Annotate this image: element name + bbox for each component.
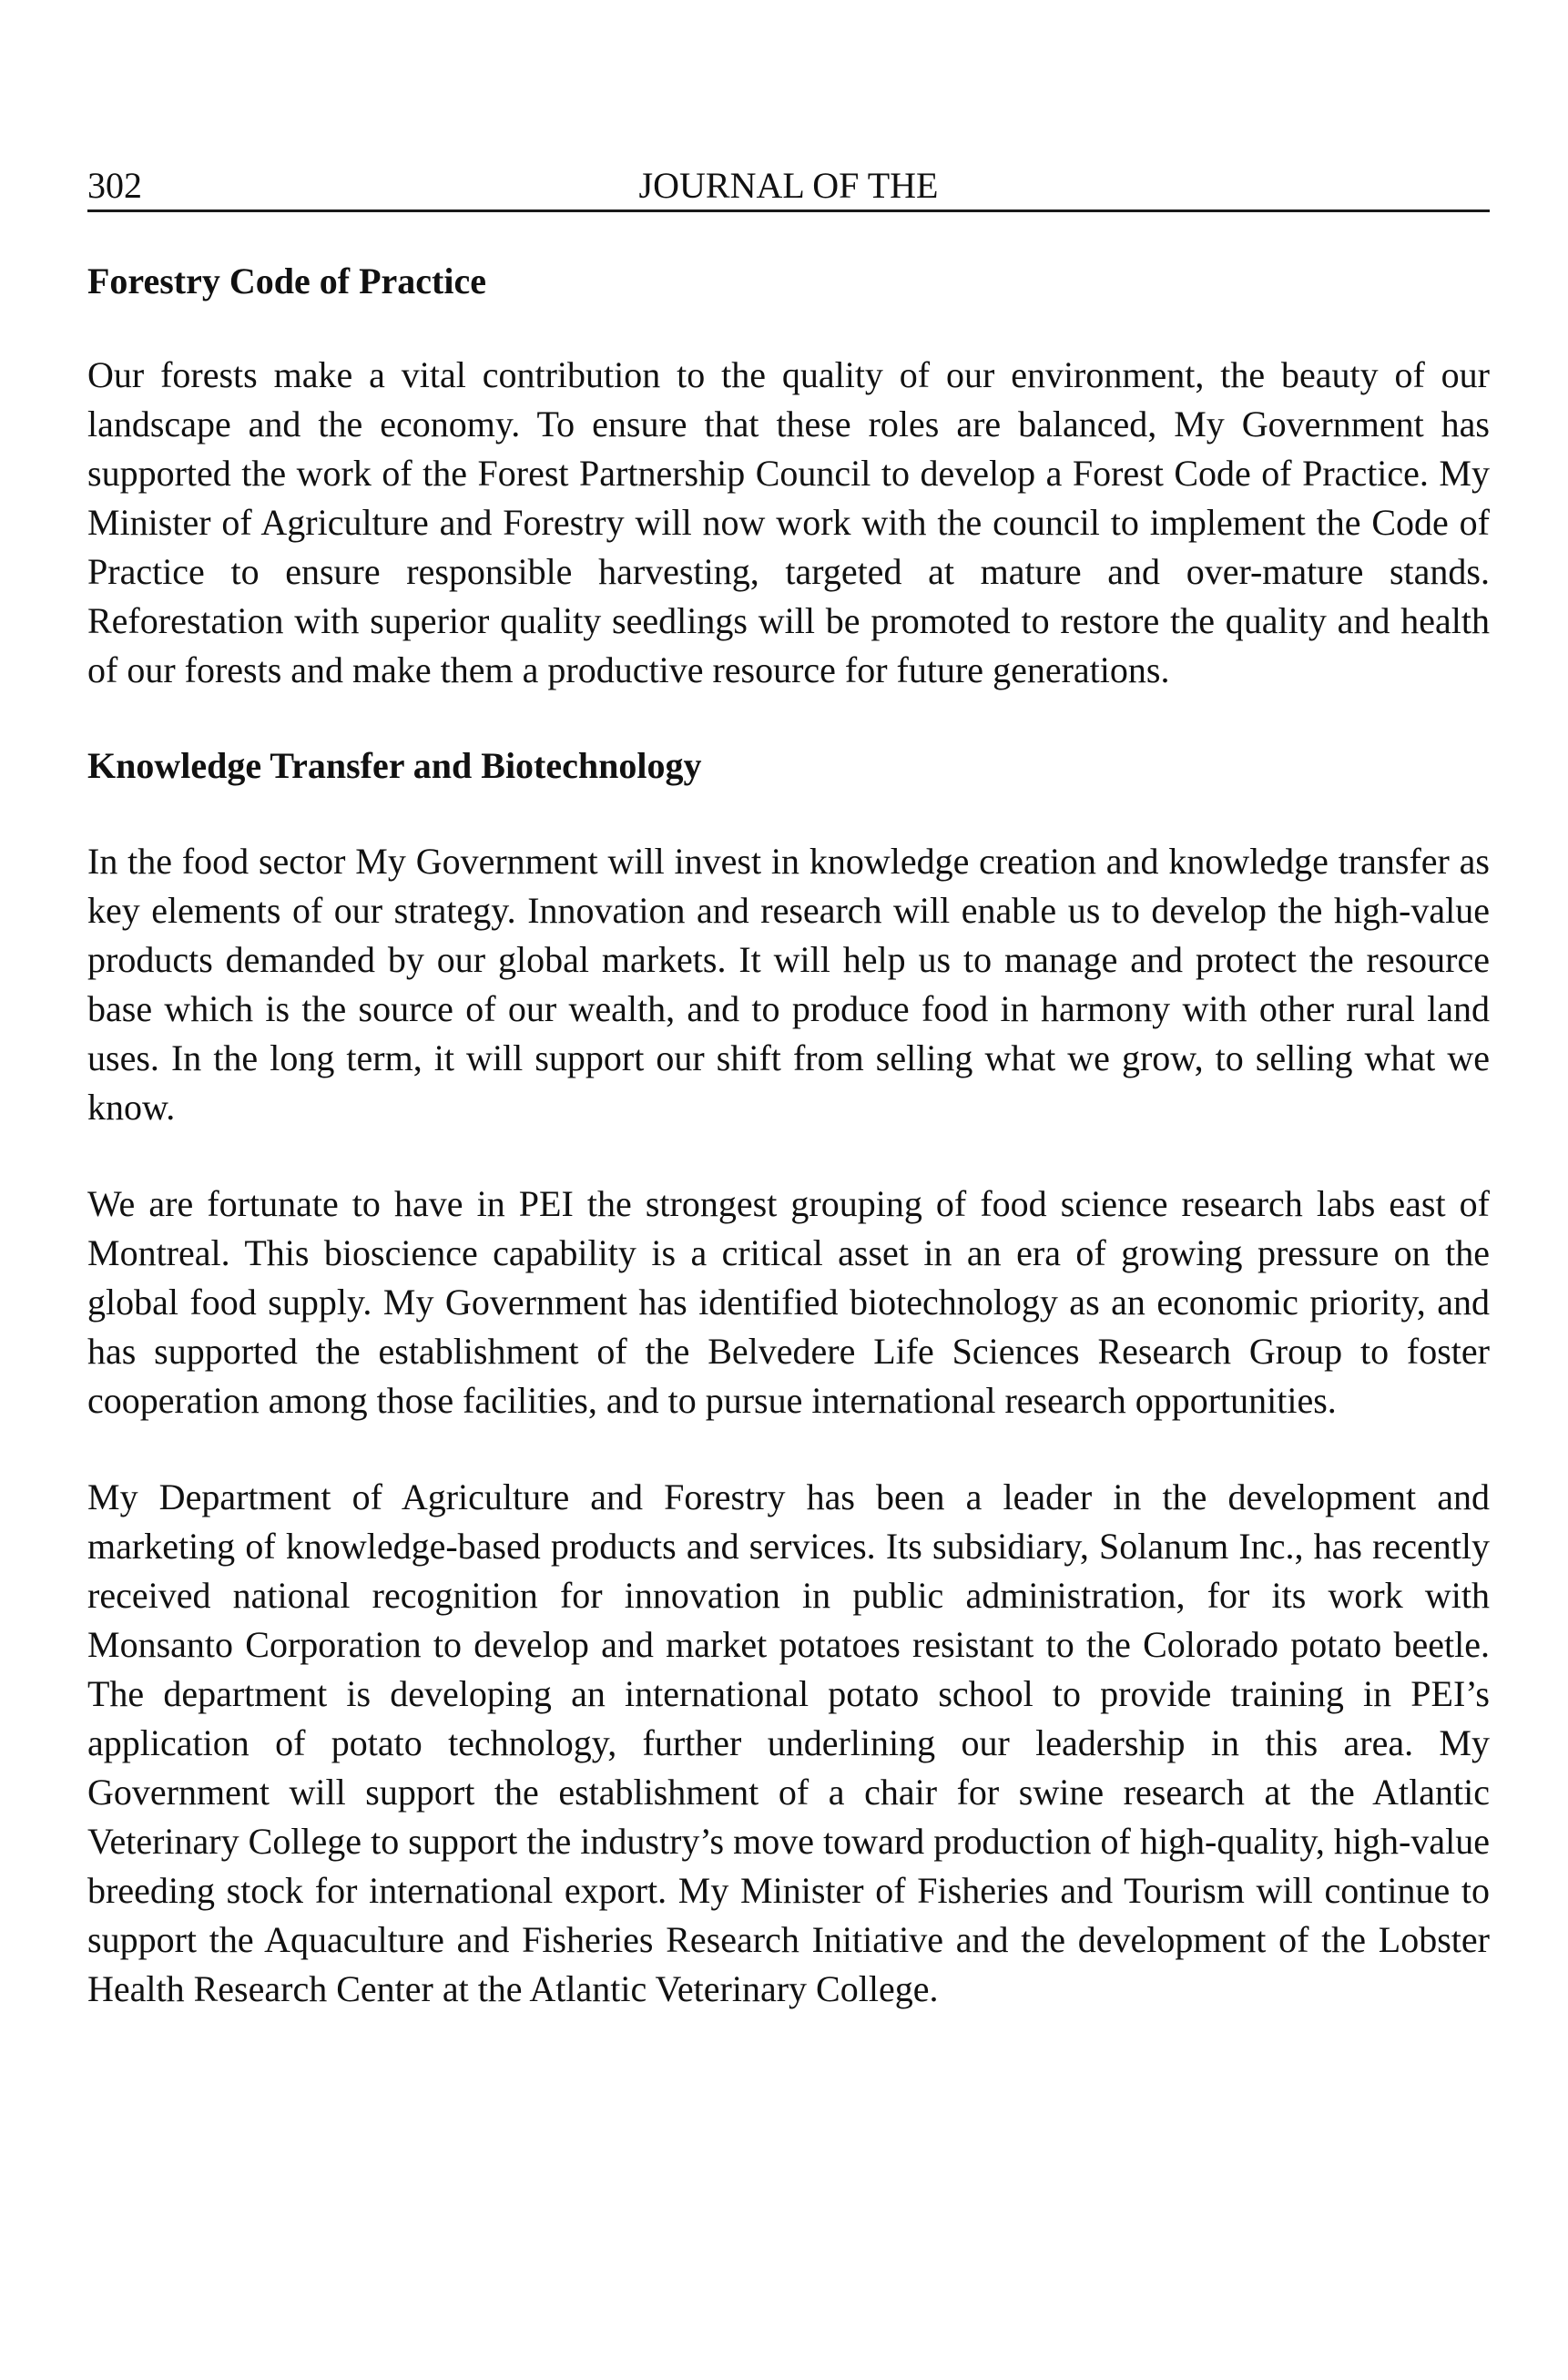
running-header xyxy=(87,162,1490,212)
paragraph-department: My Department of Agriculture and Forestry has been a leader in the development and marketing of knowledge-based products and services. Its subsidiary, Solanum Inc., has recently received national recognition for innovation in public administration, for its work with Monsanto Corporation to develop and market potatoes resistant to the Colorado potato beetle. The department is developing an international potato school to provide training in PEI’s application of potato technology, further underlining our leadership in this area. My Government will support the establishment of a chair for swine research at the Atlantic Veterinary College to support the industry’s move toward production of high-quality, high-value breeding stock for international export. My Minister of Fisheries and Tourism will continue to support the Aquaculture and Fisheries Research Initiative and the development of the Lobster Health Research Center at the Atlantic Veterinary College. xyxy=(87,1476,1490,2009)
paragraph-bioscience: We are fortunate to have in PEI the strongest grouping of food science research labs east of Montreal. This bioscience capability is a critical asset in an era of growing pressure on the global food supply. My Government has identified biotechnology as an economic priority, and has supported the establishment of the Belvedere Life Sciences Research Group to foster cooperation among those facilities, and to pursue international research opportunities. xyxy=(87,1183,1490,1421)
section-heading-knowledge-transfer: Knowledge Transfer and Biotechnology xyxy=(87,745,702,786)
section-heading-forestry: Forestry Code of Practice xyxy=(87,260,486,301)
knowledge-transfer-body xyxy=(87,837,1490,2014)
paragraph-forestry: Our forests make a vital contribution to the quality of our environment, the beauty of our landscape and the economy. To ensure that these roles are balanced, My Government has supported the work of the Forest Partnership Council to develop a Forest Code of Practice. My Minister of Agriculture and Forestry will now work with the council to implement the Code of Practice to ensure responsible harvesting, targeted at mature and over-mature stands. Reforestation with superior quality seedlings will be promoted to restore the quality and health of our forests and make them a productive resource for future generations. xyxy=(87,354,1490,690)
page-number: 302 xyxy=(87,165,142,206)
paragraph-food-sector: In the food sector My Government will invest in knowledge creation and knowledge transfer as key elements of our strategy. Innovation and research will enable us to develop the high-value products demanded by our global markets. It will help us to manage and protect the resource base which is the source of our wealth, and to produce food in harmony with other rural land uses. In the long term, it will support our shift from selling what we grow, to selling what we know. xyxy=(87,841,1490,1128)
journal-title: JOURNAL OF THE xyxy=(638,165,939,206)
document-page xyxy=(87,162,1490,2014)
